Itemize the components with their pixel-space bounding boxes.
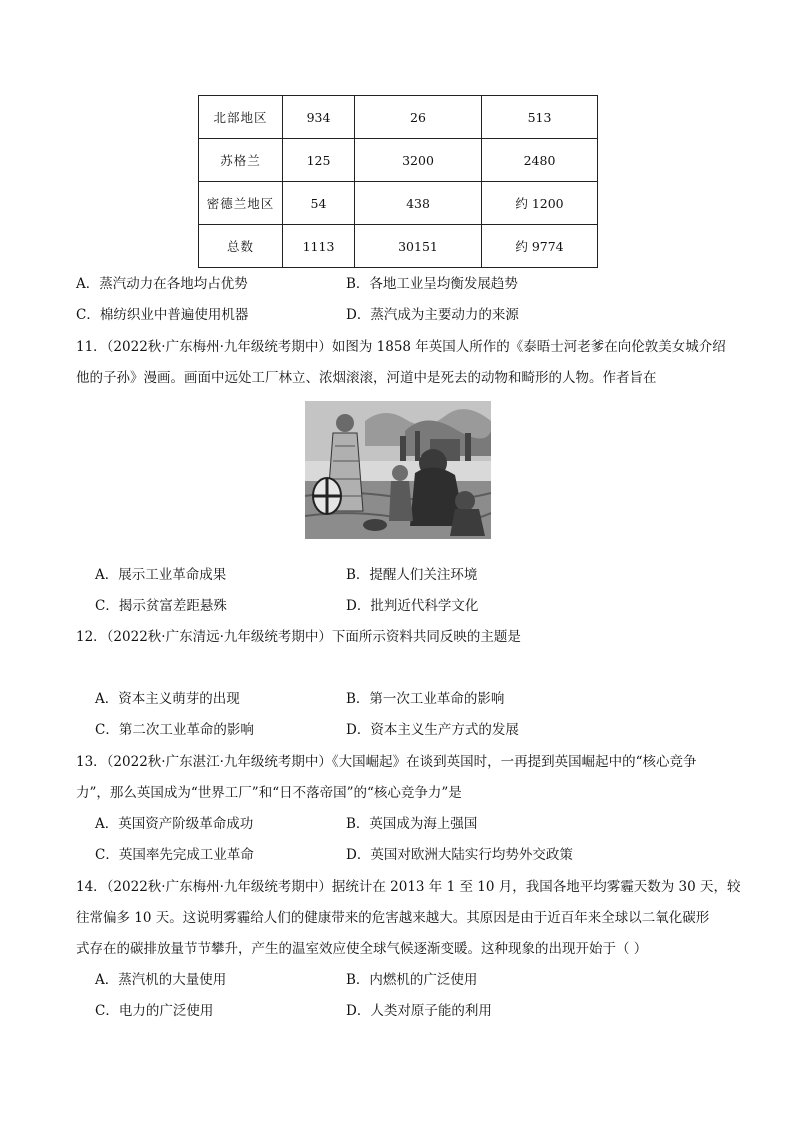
q13-option-a: A．英国资产阶级革命成功 [95,816,254,832]
table-cell: 438 [355,182,482,225]
q11-option-d: D．批判近代科学文化 [346,598,479,614]
q13-stem-line1: 13．（2022秋·广东湛江·九年级统考期中）《大国崛起》在谈到英国时，一再提到英国崛起中的“核心竞争 [76,754,697,770]
q14-stem-line1: 14．（2022秋·广东梅州·九年级统考期中）据统计在 2013 年 1 至 10 月，我国各地平均雾霾天数为 30 天，较 [76,879,741,895]
q13-option-d: D．英国对欧洲大陆实行均势外交政策 [346,847,573,863]
table-cell: 513 [482,96,598,139]
q12-option-b: B．第一次工业革命的影响 [346,691,505,707]
q11-option-b: B．提醒人们关注环境 [346,567,478,583]
table-cell: 54 [283,182,355,225]
q14-option-b: B．内燃机的广泛使用 [346,972,478,988]
q10-option-d: D．蒸汽成为主要动力的来源 [346,307,519,323]
q14-stem-line2: 往常偏多 10 天。这说明雾霾给人们的健康带来的危害越来越大。其原因是由于近百年来全球以二氧化碳形 [76,910,710,926]
table-cell: 约 1200 [482,182,598,225]
table-cell: 125 [283,139,355,182]
table-cell: 约 9774 [482,225,598,268]
table-cell: 2480 [482,139,598,182]
q10-option-b: B．各地工业呈均衡发展趋势 [346,276,518,292]
q11-stem-line1: 11．（2022秋·广东梅州·九年级统考期中）如图为 1858 年英国人所作的《泰晤士河老爹在向伦敦美女城介绍 [76,339,726,355]
q12-option-c: C．第二次工业革命的影响 [95,722,254,738]
table-cell: 总数 [199,225,283,268]
q14-option-c: C．电力的广泛使用 [95,1003,214,1019]
table-cell: 3200 [355,139,482,182]
q13-stem-line2: 力”，那么英国成为“世界工厂”和“日不落帝国”的“核心竞争力”是 [76,785,462,801]
q11-option-a: A．展示工业革命成果 [95,567,227,583]
q14-stem-line3: 式存在的碳排放量节节攀升，产生的温室效应使全球气候逐渐变暖。这种现象的出现开始于（ ） [76,941,648,957]
q14-option-d: D．人类对原子能的利用 [346,1003,492,1019]
q10-option-a: A．蒸汽动力在各地均占优势 [76,276,248,292]
q12-option-a: A．资本主义萌芽的出现 [95,691,240,707]
q14-option-a: A．蒸汽机的大量使用 [95,972,227,988]
q12-option-d: D．资本主义生产方式的发展 [346,722,519,738]
table-row [199,225,598,268]
table-cell: 934 [283,96,355,139]
q13-option-b: B．英国成为海上强国 [346,816,478,832]
q11-stem-line2: 他的子孙》漫画。画面中远处工厂林立、浓烟滚滚，河道中是死去的动物和畸形的人物。作者旨在 [76,370,657,386]
q13-option-c: C．英国率先完成工业革命 [95,847,254,863]
table-cell: 30151 [355,225,482,268]
table-cell: 北部地区 [199,96,283,139]
table-row [199,139,598,182]
table-row [199,96,598,139]
q11-option-c: C．揭示贫富差距悬殊 [95,598,227,614]
q10-option-c: C．棉纺织业中普遍使用机器 [76,307,249,323]
table-cell: 1113 [283,225,355,268]
table-cell: 苏格兰 [199,139,283,182]
thames-cartoon-image [305,401,491,539]
table-cell: 密德兰地区 [199,182,283,225]
table-cell: 26 [355,96,482,139]
table-row [199,182,598,225]
statistics-table [198,95,598,268]
q12-stem-line1: 12．（2022秋·广东清远·九年级统考期中）下面所示资料共同反映的主题是 [76,629,521,645]
